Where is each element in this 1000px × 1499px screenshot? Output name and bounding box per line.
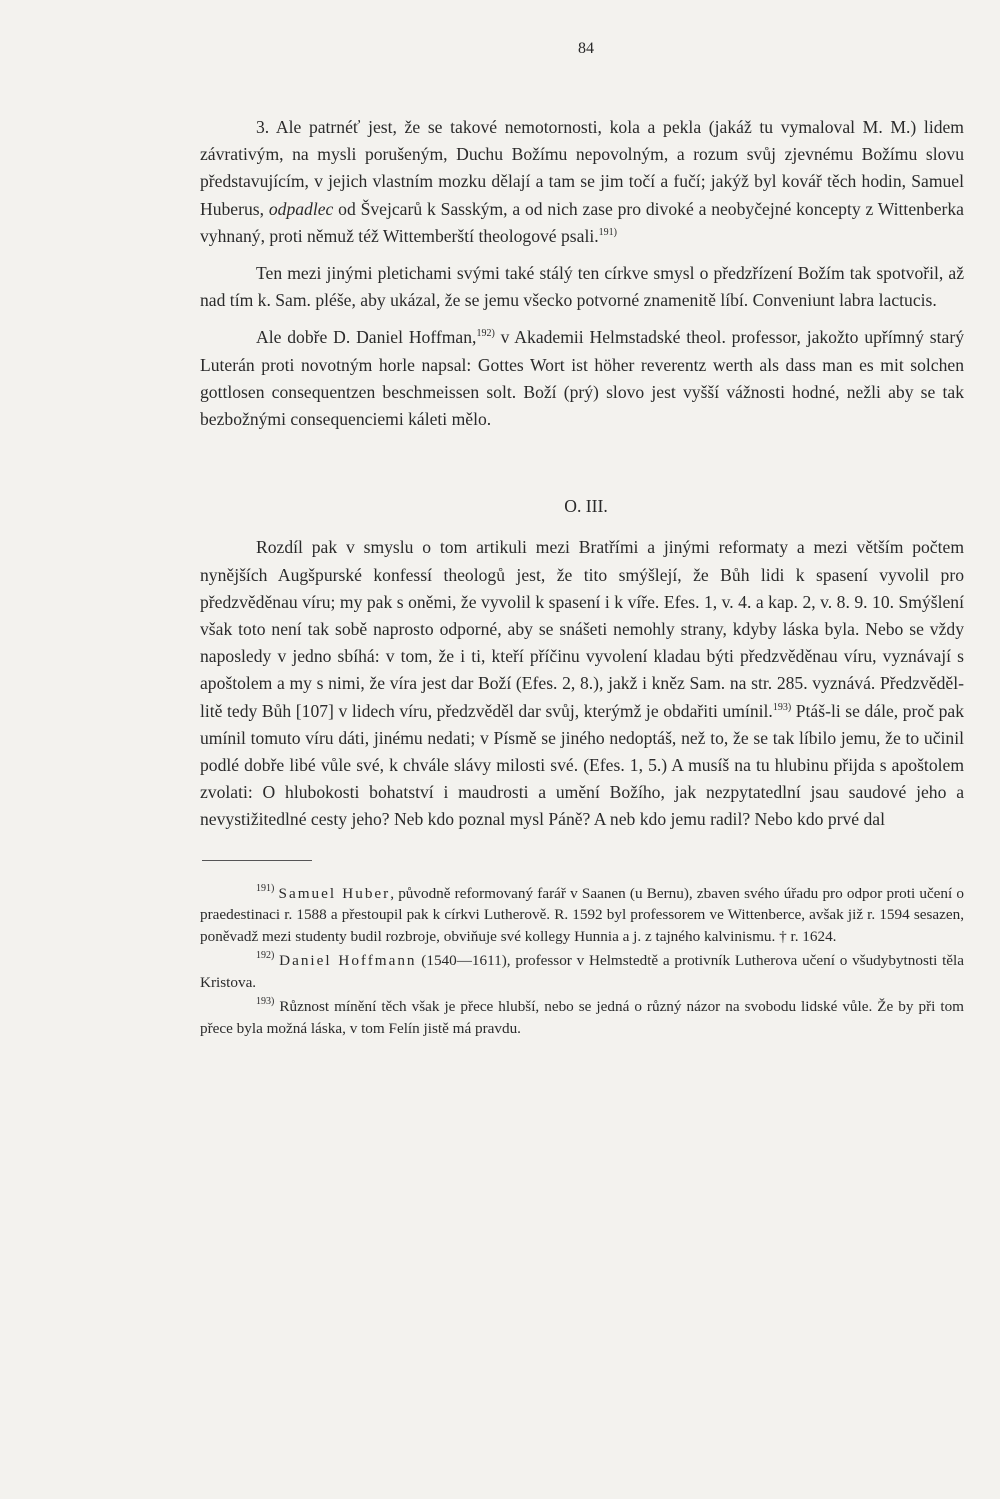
text-run: od Švejcarů k Sasským, a od nich zase pro divoké a neobyčejné koncepty z Wittenberka vyhnaný, proti němuž též Wittemberští theologové psali. [200,198,964,246]
footnote-text: (1540—1611), professor v Helmstedtě a protivník Lutherova učení o všudybytnosti těla Kristova. [200,952,964,991]
footnote-ref-191: 191) [598,226,617,238]
footnote-divider [202,860,312,861]
paragraph-1 [200,114,964,250]
section-heading: O. III. [564,496,608,517]
footnote-192: $^{192)}$ Daniel Hoffmann (1540—1611), professor v Helmstedtě a protivník Lutherova učení o všudybytnosti těla Kristova. [200,950,964,991]
footnote-text: Různost mínění těch však je přece hlubší, nebo se jedná o různý názor na svobodu lidské vůle. Že by při tom přece byla možná láska, v tom Felín jistě má pravdu. [200,998,964,1037]
text-run: Rozdíl pak v smyslu o tom artikuli mezi Bratřími a jinými reformaty a mezi větším počtem nynějších Augšpurské konfessí theologů jest, že tito smýšlejí, že Bůh lidi k spasení vyvolil pro předzvěděnau víru; my pak s oněmi, že vyvolil k spasení i k víře. Efes. 1, v. 4. a kap. 2, v. 8. 9. 10. Smýšlení však toto není tak sobě naprosto odporné, aby se snášeti nemohly strany, kdyby láska byla. Nebo se vždy naposledy v jedno sbíhá: v tom, že i ti, kteří příčinu vyvolení kladau býti předzvěděnau víru, vyznávají s apoštolem a my s nimi, že víra jest dar Boží (Efes. 2, 8.), jakž i kněz Sam. na str. 285. vyznává. Předzvěděl-litě tedy Bůh [107] v lidech víru, předzvěděl dar svůj, kterýmž je obdařiti umínil. [200,537,964,721]
page-number: 84 [578,40,594,57]
footnote-name: Samuel Huber [278,884,391,902]
text-run: Ale dobře D. Daniel Hoffman, [256,327,477,348]
footnote-193: $^{193)}$ Různost mínění těch však je přece hlubší, nebo se jedná o různý názor na svobodu lidské vůle. Že by při tom přece byla možná láska, v tom Felín jistě má pravdu. [200,996,964,1037]
footnotes [200,883,964,1040]
footnote-name: Daniel Hoffmann [279,952,417,970]
text-run: Ptáš-li se dále, proč pak umínil tomuto víru dáti, jinému nedati; v Písmě se jiného nedoptáš, než to, že se tak líbilo jemu, že to učinil podlé dobře libé vůle své, k chvále slávy milosti své. (Efes. 1, 5.) A musíš na tu hlubinu přijda s apoštolem zvolati: O hlubokosti bohatství i maudrosti a umění Božího, jak nezpytatedlní jsau saudové jeho a nevystižitedlné cesty jeho? Neb kdo poznal mysl Páně? A neb kdo jemu radil? Nebo kdo prvé dal [200,700,964,830]
footnote-text: , původně reformovaný farář v Saanen (u Bernu), zbaven svého úřadu pro odpor proti učení o praedestinaci r. 1588 a přestoupil pak k církvi Lutherově. R. 1592 byl professorem ve Wittenberce, avšak již r. 1594 sesazen, poněvadž mezi studenty budil rozbroje, obviňuje své kollegy Hunnia a j. z tajného kalvinismu. † r. 1624. [200,884,965,945]
paragraph-2: Ten mezi jinými pletichami svými také stálý ten církve smysl o předzřízení Božím tak spotvořil, až nad tím k. Sam. pléše, aby ukázal, že se jemu všecko potvorné znamenitě líbí. Conveniunt labra lactucis. [200,263,964,311]
page [200,40,964,1042]
paragraph-3 [200,324,964,433]
text-run: v Akademii Helmstadské theol. professor, jakožto upřímný starý Luterán proti novotným horle napsal: Gottes Wort ist höher reverentz werth als dass man es mit solchen gottlosen consequentzen beschmeissen solt. Boží (prý) slovo jest vyšší vážnosti hodné, nežli aby se tak bezbožnými consequenciemi káleti mělo. [200,327,964,430]
footnote-ref-193: 193) [772,701,792,713]
italic-term: odpadlec [268,198,334,219]
paragraph-4 [200,534,964,833]
main-text [200,114,964,834]
footnote-ref-192: 192) [476,328,495,340]
footnote-191: $^{191)}$ Samuel Huber, původně reformovaný farář v Saanen (u Bernu), zbaven svého úřadu pro odpor proti učení o praedestinaci r. 1588 a přestoupil pak k církvi Lutherově. R. 1592 byl professorem ve Wittenberce, avšak již r. 1594 sesazen, poněvadž mezi studenty budil rozbroje, obviňuje své kollegy Hunnia a j. z tajného kalvinismu. † r. 1624. [200,882,965,945]
text-run: 3. Ale patrnéť jest, že se takové nemotornosti, kola a pekla (jakáž tu vymaloval M. M.) lidem závrativým, na mysli porušeným, Duchu Božímu nepovolným, a rozum svůj zjevnému Božímu slovu představujícím, v jejich vlastním mozku dělají a tam se jim točí a fučí; jakýž byl kovář těch hodin, Samuel Huberus, [200,117,964,219]
